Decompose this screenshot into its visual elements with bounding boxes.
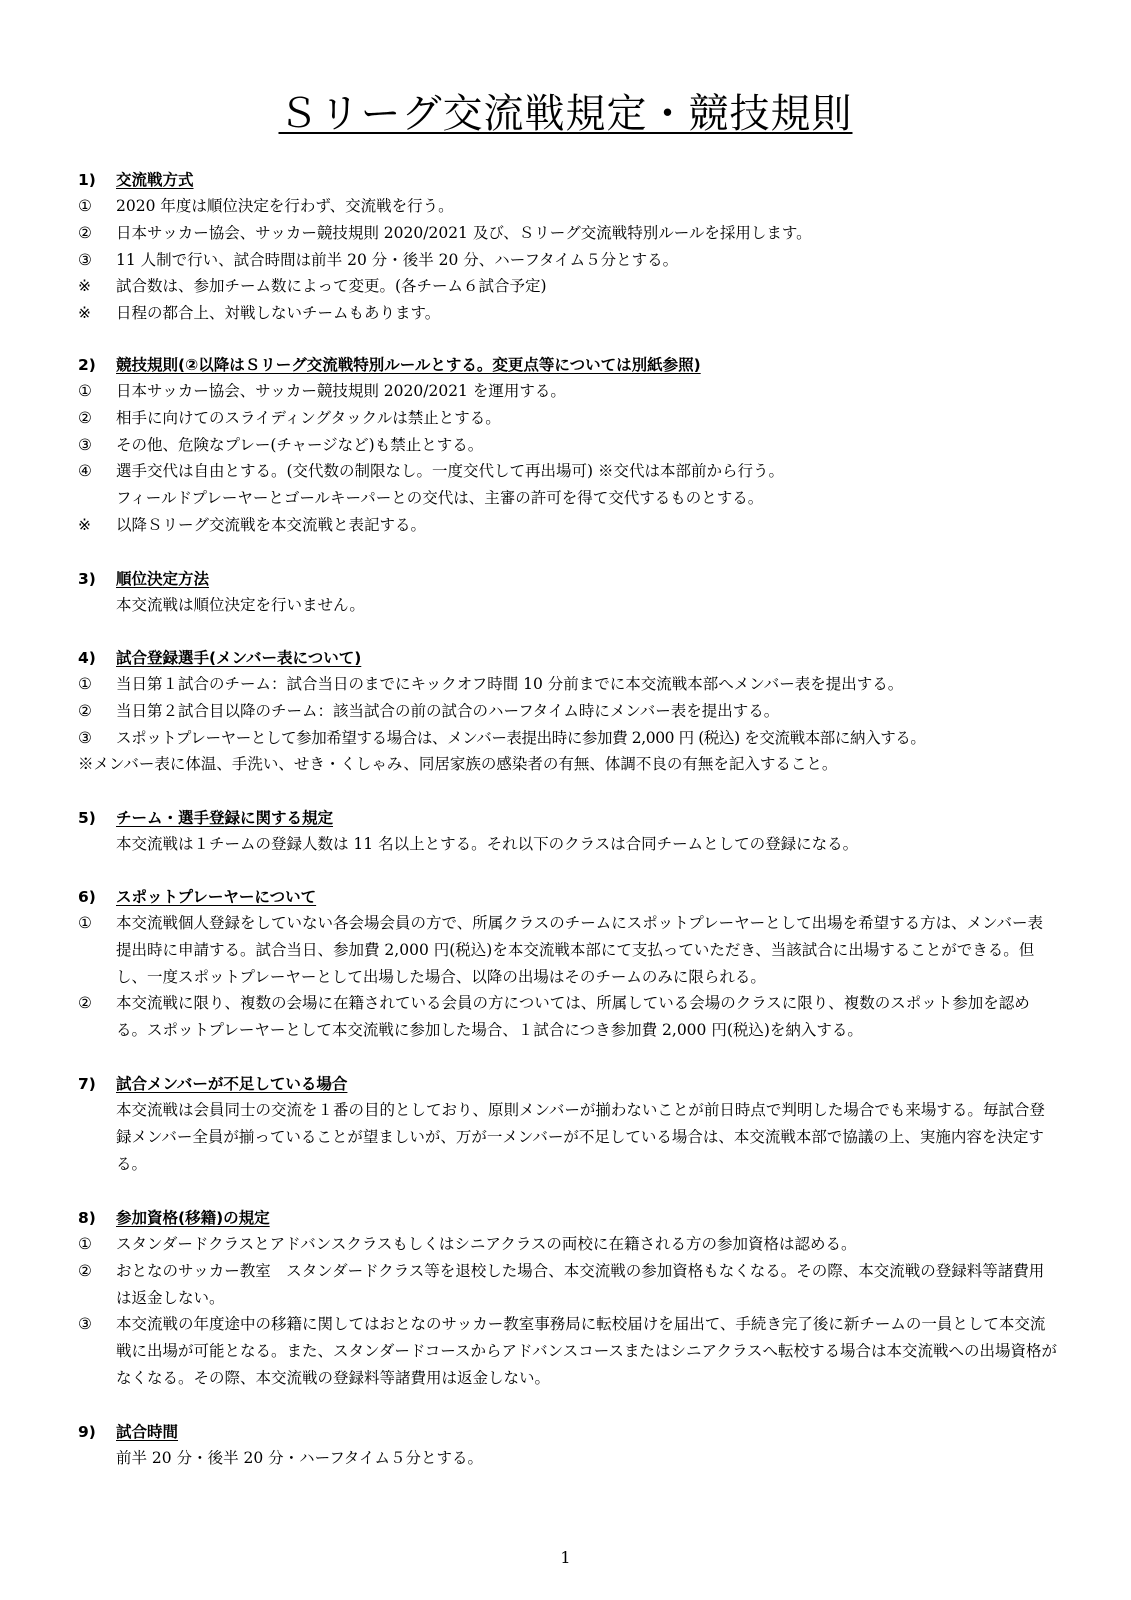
section-8 xyxy=(78,1205,1058,1392)
item-text: 日本サッカー協会、サッカー競技規則 2020/2021 を運用する。 xyxy=(116,382,566,400)
section-title: チーム・選手登録に関する規定 xyxy=(116,809,334,827)
section-heading xyxy=(78,805,1058,831)
section-title: 競技規則(②以降はＳリーグ交流戦特別ルールとする。変更点等については別紙参照) xyxy=(116,356,701,374)
section-heading xyxy=(78,566,1058,592)
section-title: 交流戦方式 xyxy=(116,171,194,189)
item-marker: ② xyxy=(78,701,92,720)
list-item xyxy=(78,458,1058,485)
section-title: 試合登録選手(メンバー表について) xyxy=(116,649,362,667)
section-note: ※メンバー表に体温、手洗い、せき・くしゃみ、同居家族の感染者の有無、体調不良の有無を記入すること。 xyxy=(78,755,838,774)
section-2 xyxy=(78,352,1058,539)
item-marker: ① xyxy=(78,197,92,215)
section-heading xyxy=(78,1419,1058,1445)
section-heading xyxy=(78,352,1058,378)
section-heading xyxy=(78,167,1058,193)
item-marker: ※ xyxy=(78,515,91,534)
section-title: 参加資格(移籍)の規定 xyxy=(116,1209,270,1227)
list-item xyxy=(78,273,1058,300)
section-6 xyxy=(78,884,1058,1044)
list-item xyxy=(78,671,1058,698)
list-item xyxy=(78,300,1058,327)
item-text: 当日第２試合目以降のチーム：該当試合の前の試合のハーフタイム時にメンバー表を提出する。 xyxy=(116,701,780,720)
section-4 xyxy=(78,645,1058,778)
list-item xyxy=(78,378,1058,405)
item-marker: ① xyxy=(78,382,92,400)
item-marker: ③ xyxy=(78,250,92,269)
list-item xyxy=(78,725,1058,752)
section-3 xyxy=(78,566,1058,619)
item-marker: ① xyxy=(78,914,92,932)
section-5 xyxy=(78,805,1058,858)
list-item xyxy=(78,1231,1058,1258)
item-marker: ② xyxy=(78,223,92,242)
item-marker xyxy=(78,485,116,512)
item-marker: ① xyxy=(78,1235,92,1253)
item-text: 選手交代は自由とする。(交代数の制限なし。一度交代して再出場可) ※交代は本部前から行う。 xyxy=(116,462,785,481)
section-body: 本交流戦は会員同士の交流を１番の目的としており、原則メンバーが揃わないことが前日時点で判明した場合でも来場する。毎試合登録メンバー全員が揃っていることが望ましいが、万が一メンバーが不足している場合は、本交流戦本部で協議の上、実施内容を決定する。 xyxy=(116,1101,1045,1173)
item-text: 試合数は、参加チーム数によって変更。(各チーム６試合予定) xyxy=(116,277,547,296)
item-text: 以降Ｓリーグ交流戦を本交流戦と表記する。 xyxy=(116,515,427,534)
item-text: 本交流戦の年度途中の移籍に関してはおとなのサッカー教室事務局に転校届けを届出て、手続き完了後に新チームの一員として本交流戦に出場が可能となる。また、スタンダードコースからアドバンスコースまたはシニアクラスへ転校する場合は本交流戦への出場資格がなくなる。その際、本交流戦の登録料等諸費用は返金しない。 xyxy=(116,1315,1058,1387)
item-marker: ② xyxy=(78,1261,92,1280)
item-marker: ③ xyxy=(78,728,92,747)
section-title: 試合時間 xyxy=(116,1423,179,1441)
list-item xyxy=(78,485,1058,512)
list-item xyxy=(78,405,1058,432)
section-number: 7) xyxy=(78,1075,96,1093)
list-item xyxy=(78,1311,1058,1391)
item-marker: ② xyxy=(78,994,92,1013)
list-item xyxy=(78,193,1058,220)
document-title: Ｓリーグ交流戦規定・競技規則 xyxy=(278,91,853,137)
section-body: 前半 20 分・後半 20 分・ハーフタイム５分とする。 xyxy=(116,1449,483,1467)
item-marker: ③ xyxy=(78,435,92,454)
item-text: 本交流戦に限り、複数の会場に在籍されている会員の方については、所属している会場のクラスに限り、複数のスポット参加を認める。スポットプレーヤーとして本交流戦に参加した場合、１試合につき参加費 2,000 円(税込)を納入する。 xyxy=(116,994,1030,1040)
section-number: 6) xyxy=(78,888,96,906)
section-number: 2) xyxy=(78,356,96,374)
item-marker: ① xyxy=(78,675,92,693)
section-title: スポットプレーヤーについて xyxy=(116,888,317,906)
item-marker: ③ xyxy=(78,1315,92,1334)
section-number: 1) xyxy=(78,171,96,189)
item-text: フィールドプレーヤーとゴールキーパーとの交代は、主審の許可を得て交代するものとする。 xyxy=(116,489,764,508)
section-title: 試合メンバーが不足している場合 xyxy=(116,1075,348,1093)
item-text: 本交流戦個人登録をしていない各会場会員の方で、所属クラスのチームにスポットプレーヤーとして出場を希望する方は、メンバー表提出時に申請する。試合当日、参加費 2,000 円(税込)を本交流戦本部にて支払っていただき、当該試合に出場することができる。但し、一度スポットプレーヤーとして出場した場合、以降の出場はそのチームのみに限られる。 xyxy=(116,914,1044,986)
list-item xyxy=(78,698,1058,725)
page-number: 1 xyxy=(560,1548,571,1567)
item-text: おとなのサッカー教室 スタンダードクラス等を退校した場合、本交流戦の参加資格もなくなる。その際、本交流戦の登録料等諸費用は返金しない。 xyxy=(116,1261,1045,1307)
item-text: その他、危険なプレー(チャージなど)も禁止とする。 xyxy=(116,435,484,454)
section-title: 順位決定方法 xyxy=(116,570,210,588)
section-number: 3) xyxy=(78,570,96,588)
item-text: スポットプレーヤーとして参加希望する場合は、メンバー表提出時に参加費 2,000 円 (税込) を交流戦本部に納入する。 xyxy=(116,728,926,747)
section-number: 9) xyxy=(78,1423,96,1441)
item-marker: ④ xyxy=(78,462,92,481)
list-item xyxy=(78,432,1058,459)
section-heading xyxy=(78,1205,1058,1231)
section-heading xyxy=(78,645,1058,671)
section-body: 本交流戦は順位決定を行いません。 xyxy=(116,596,365,614)
item-text: 当日第１試合のチーム：試合当日のまでにキックオフ時間 10 分前までに本交流戦本部へメンバー表を提出する。 xyxy=(116,675,904,693)
list-item xyxy=(78,512,1058,539)
section-body: 本交流戦は１チームの登録人数は 11 名以上とする。それ以下のクラスは合同チームとしての登録になる。 xyxy=(116,835,859,853)
item-text: 日程の都合上、対戦しないチームもあります。 xyxy=(116,304,441,323)
list-item xyxy=(78,990,1058,1044)
section-1 xyxy=(78,167,1058,327)
list-item xyxy=(78,1258,1058,1312)
item-marker: ※ xyxy=(78,304,91,323)
list-item xyxy=(78,247,1058,274)
section-7 xyxy=(78,1071,1058,1177)
item-text: 日本サッカー協会、サッカー競技規則 2020/2021 及び、Ｓリーグ交流戦特別ルールを採用します。 xyxy=(116,223,812,242)
section-number: 5) xyxy=(78,809,96,827)
item-marker: ② xyxy=(78,408,92,427)
item-text: 11 人制で行い、試合時間は前半 20 分・後半 20 分、ハーフタイム５分とする。 xyxy=(116,250,679,269)
item-marker: ※ xyxy=(78,277,91,296)
item-text: 2020 年度は順位決定を行わず、交流戦を行う。 xyxy=(116,197,454,215)
section-9 xyxy=(78,1419,1058,1472)
section-number: 4) xyxy=(78,649,96,667)
section-heading xyxy=(78,1071,1058,1097)
list-item xyxy=(78,910,1058,990)
section-heading xyxy=(78,884,1058,910)
section-number: 8) xyxy=(78,1209,96,1227)
list-item xyxy=(78,220,1058,247)
item-text: 相手に向けてのスライディングタックルは禁止とする。 xyxy=(116,408,501,427)
item-text: スタンダードクラスとアドバンスクラスもしくはシニアクラスの両校に在籍される方の参加資格は認める。 xyxy=(116,1235,857,1253)
